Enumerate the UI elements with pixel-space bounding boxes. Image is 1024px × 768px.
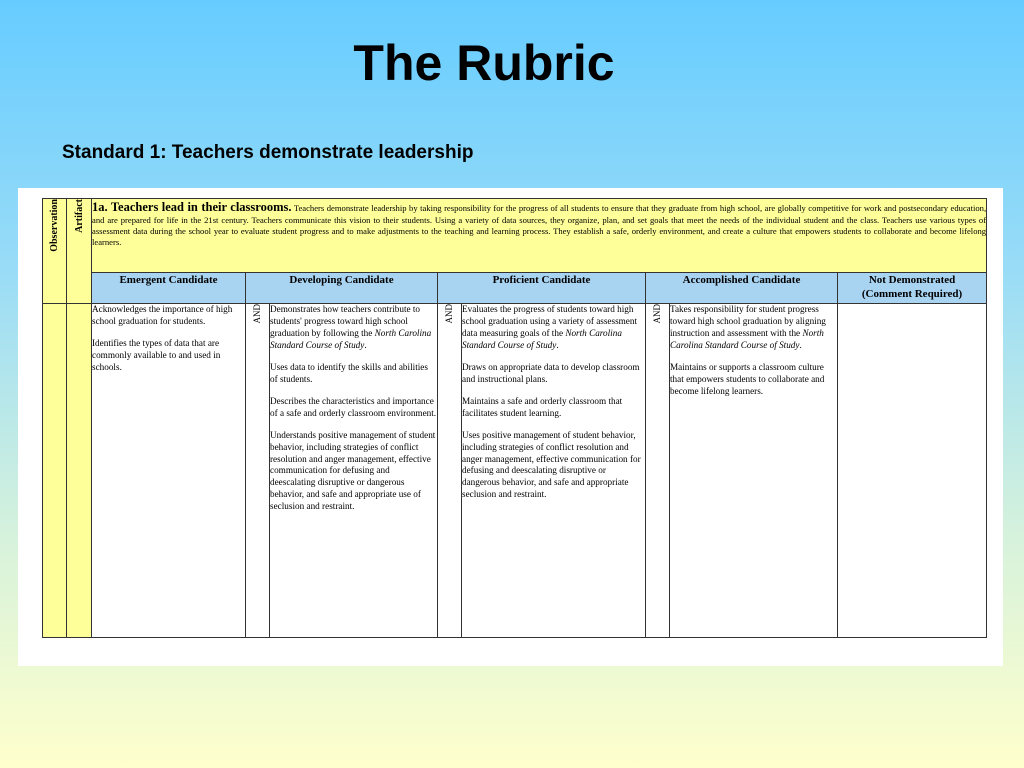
developing-descriptor: Describes the characteristics and importance of a safe and orderly classroom environment.	[270, 395, 437, 418]
observation-label-cell	[43, 199, 67, 304]
standard-course-of-study-ref: North Carolina Standard Course of Study	[270, 327, 432, 350]
and-marker: AND	[251, 304, 262, 324]
standard-course-of-study-ref: North Carolina Standard Course of Study	[462, 327, 622, 350]
element-description: Teachers demonstrate leadership by taking responsibility for the progress of all students to ensure that they graduate from high school, are globally competitive for work and postsecondary education, and are prepared for life in the 21st century. Teachers communicate this vision to their students. Using a variety of data sources, they organize, plan, and set goals that meet the needs of the individual student and the class. Teachers use various types of assessment data during the school year to evaluate student progress and to make adjustments to the teaching and learning process. They establish a safe, orderly environment, and create a culture that empowers students to collaborate and become lifelong learners.	[92, 203, 987, 247]
artifact-label: Artifact	[73, 199, 85, 233]
and-marker: AND	[651, 304, 662, 324]
proficient-descriptor: Maintains a safe and orderly classroom that facilitates student learning.	[462, 395, 623, 418]
element-title: 1a. Teachers lead in their classrooms.	[92, 200, 292, 214]
accomplished-descriptor: Maintains or supports a classroom culture that empowers students to collaborate and become lifelong learners.	[670, 361, 825, 396]
developing-descriptor: Uses data to identify the skills and abilities of students.	[270, 361, 428, 384]
and-marker: AND	[443, 304, 454, 324]
artifact-checkbox-cell[interactable]	[67, 304, 92, 638]
accomplished-cell	[670, 304, 838, 638]
proficient-descriptor: Draws on appropriate data to develop classroom and instructional plans.	[462, 361, 640, 384]
and-marker-cell	[246, 304, 270, 638]
proficient-descriptor: Evaluates the progress of students toward high school graduation using a variety of assessment data measuring goals of the North Carolina Standard Course of Study.	[462, 304, 638, 350]
observation-checkbox-cell[interactable]	[43, 304, 67, 638]
standard-course-of-study-ref: North Carolina Standard Course of Study	[670, 327, 824, 350]
emergent-descriptor: Identifies the types of data that are commonly available to and used in schools.	[92, 337, 221, 372]
developing-descriptor: Understands positive management of student behavior, including strategies of conflict resolution and anger management, effective communication for defusing and deescalating disruptive or dangerous behavior, and safe and appropriate use of seclusion and restraint.	[270, 429, 436, 512]
emergent-descriptor: Acknowledges the importance of high school graduation for students.	[92, 304, 233, 326]
not-demonstrated-comment-cell[interactable]	[838, 304, 987, 638]
developing-cell	[270, 304, 438, 638]
proficient-descriptor: Uses positive management of student behavior, including strategies of conflict resolution and anger management, effective communication for defusing and deescalating disruptive or dangerous behavior, and safe and appropriate seclusion and restraint.	[462, 429, 641, 500]
header-developing: Developing Candidate	[246, 273, 438, 304]
slide-subtitle: Standard 1: Teachers demonstrate leadership	[62, 142, 474, 163]
header-emergent: Emergent Candidate	[92, 273, 246, 304]
header-not-demonstrated-line2: (Comment Required)	[861, 288, 963, 301]
emergent-cell	[92, 304, 246, 638]
element-intro	[92, 199, 987, 273]
header-not-demonstrated-line1: Not Demonstrated	[868, 274, 956, 286]
and-marker-cell	[438, 304, 462, 638]
header-proficient: Proficient Candidate	[438, 273, 646, 304]
artifact-label-cell	[67, 199, 92, 304]
header-not-demonstrated	[838, 273, 987, 304]
header-accomplished: Accomplished Candidate	[646, 273, 838, 304]
slide-title: The Rubric	[353, 35, 615, 91]
developing-descriptor: Demonstrates how teachers contribute to students' progress toward high school graduation by following the North Carolina Standard Course of Study.	[270, 304, 432, 350]
rubric-table	[42, 198, 987, 638]
proficient-cell	[462, 304, 646, 638]
and-marker-cell	[646, 304, 670, 638]
rubric-document	[18, 188, 1003, 666]
accomplished-descriptor: Takes responsibility for student progress toward high school graduation by aligning instruction and assessment with the North Carolina Standard Course of Study.	[670, 304, 826, 350]
observation-label: Observation	[49, 199, 60, 252]
